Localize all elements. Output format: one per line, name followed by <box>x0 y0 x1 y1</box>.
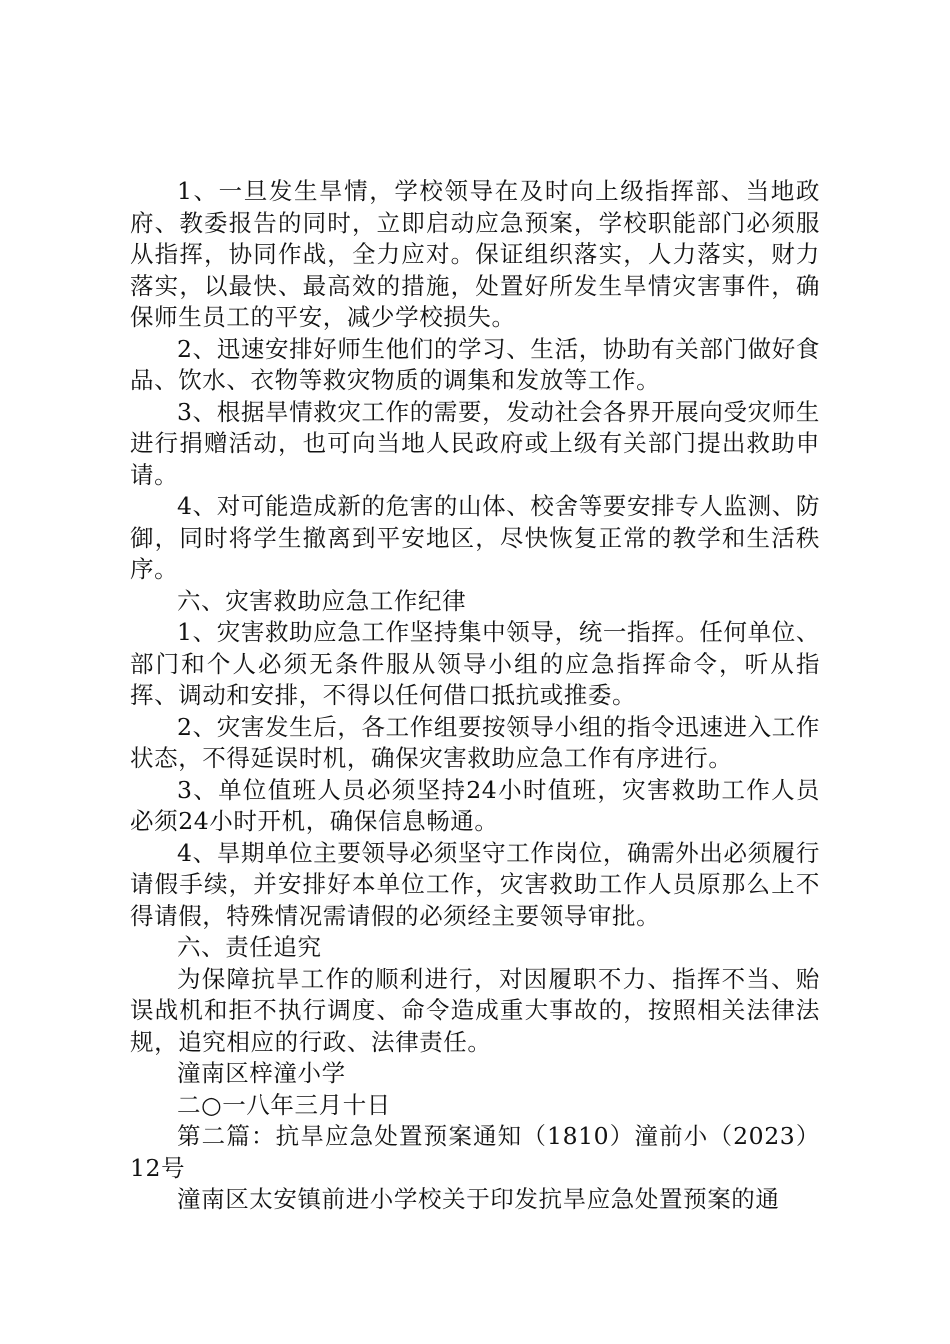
paragraph-measure-4: 4、对可能造成新的危害的山体、校舍等要安排专人监测、防御，同时将学生撤离到平安地区，尽快恢复正常的教学和生活秩序。 <box>130 492 820 583</box>
document-body <box>130 176 820 1216</box>
paragraph-measure-1: 1、一旦发生旱情，学校领导在及时向上级指挥部、当地政府、教委报告的同时，立即启动应急预案，学校职能部门必须服从指挥，协同作战，全力应对。保证组织落实，人力落实，财力落实，以最快、最高效的措施，处置好所发生旱情灾害事件，确保师生员工的平安，减少学校损失。 <box>130 177 820 331</box>
paragraph-discipline-2: 2、灾害发生后，各工作组要按领导小组的指令迅速进入工作状态，不得延误时机，确保灾害救助应急工作有序进行。 <box>130 712 820 772</box>
chapter-two-title: 第二篇：抗旱应急处置预案通知（1810）潼前小（2023）12号 <box>130 1122 820 1182</box>
paragraph-measure-3: 3、根据旱情救灾工作的需要，发动社会各界开展向受灾师生进行捐赠活动，也可向当地人民政府或上级有关部门提出救助申请。 <box>130 397 820 489</box>
paragraph-discipline-1: 1、灾害救助应急工作坚持集中领导，统一指挥。任何单位、部门和个人必须无条件服从领导小组的应急指挥命令，听从指挥、调动和安排，不得以任何借口抵抗或推委。 <box>130 618 820 709</box>
section-heading-discipline: 六、灾害救助应急工作纪律 <box>177 586 467 615</box>
signature-date: 二○一八年三月十日 <box>177 1090 391 1119</box>
paragraph-measure-2: 2、迅速安排好师生他们的学习、生活，协助有关部门做好食品、饮水、衣物等救灾物质的调集和发放等工作。 <box>130 334 820 394</box>
notice-heading: 潼南区太安镇前进小学校关于印发抗旱应急处置预案的通 <box>177 1185 780 1213</box>
section-heading-accountability: 六、责任追究 <box>177 933 322 961</box>
signature-school: 潼南区梓潼小学 <box>177 1059 346 1087</box>
paragraph-discipline-3: 3、单位值班人员必须坚持24小时值班，灾害救助工作人员必须24小时开机，确保信息畅通。 <box>130 775 820 835</box>
paragraph-accountability: 为保障抗旱工作的顺利进行，对因履职不力、指挥不当、贻误战机和拒不执行调度、命令造成重大事故的，按照相关法律法规，追究相应的行政、法律责任。 <box>130 964 820 1056</box>
paragraph-discipline-4: 4、旱期单位主要领导必须坚守工作岗位，确需外出必须履行请假手续，并安排好本单位工作，灾害救助工作人员原那么上不得请假，特殊情况需请假的必须经主要领导审批。 <box>130 838 820 930</box>
